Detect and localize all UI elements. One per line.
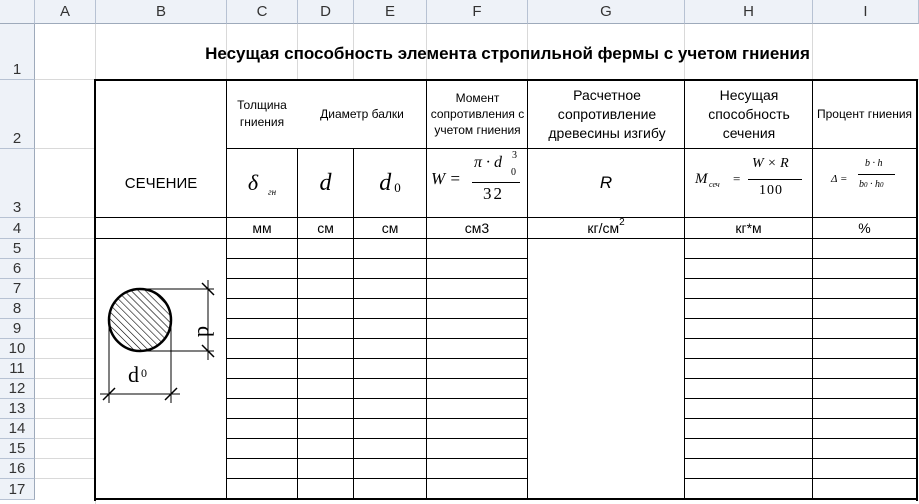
table-line [684,378,917,379]
gridline [35,238,95,239]
row-header-9[interactable]: 9 [0,319,35,339]
table-line [226,278,527,279]
formula-bearing-capacity: M сеч = W × R 100 [685,149,812,217]
select-all-corner[interactable] [0,0,35,24]
table-line [684,478,917,479]
column-header-e[interactable]: E [354,0,427,24]
fraction-line [858,174,895,175]
row-header-6[interactable]: 6 [0,259,35,279]
table-line [226,338,527,339]
row-header-11[interactable]: 11 [0,359,35,379]
table-line [527,80,528,500]
row-header-8[interactable]: 8 [0,299,35,319]
gridline [35,378,95,379]
table-line [226,258,527,259]
column-header-h[interactable]: H [685,0,813,24]
gridline [35,358,95,359]
table-line [226,438,527,439]
formula-moment: W = π · d 3 0 32 [427,149,527,217]
unit-percent: % [858,220,871,236]
gridline [35,258,95,259]
row-header-17[interactable]: 17 [0,479,35,500]
table-line [226,478,527,479]
column-header-d[interactable]: D [298,0,354,24]
table-line [684,278,917,279]
label-d: d [193,326,218,337]
table-line [226,458,527,459]
gridline [35,478,95,479]
page-title: Несущая способность элемента стропильной фермы с учетом гниения [205,44,810,63]
label-d0: d [128,362,139,387]
gridline [35,278,95,279]
table-line [684,338,917,339]
gridline [35,398,95,399]
gridline [35,458,95,459]
table-line [226,298,527,299]
column-header-f[interactable]: F [427,0,528,24]
table-line [426,80,427,500]
symbol-r: R [599,173,613,192]
gridline [35,148,95,149]
header-beam-diameter: Диаметр балки [320,106,404,121]
row-header-16[interactable]: 16 [0,459,35,479]
section-drawing [96,270,226,410]
column-header-c[interactable]: C [227,0,298,24]
unit-d: см [317,220,334,236]
table-line [684,318,917,319]
row-header-10[interactable]: 10 [0,339,35,359]
column-header-b[interactable]: B [96,0,227,24]
formula-rot-percent: Δ = b · h b0 · h0 [813,149,916,217]
row-header-7[interactable]: 7 [0,279,35,299]
fraction-line [472,182,520,183]
table-line [684,298,917,299]
row-header-2[interactable]: 2 [0,80,35,149]
header-rot-thickness: Толщина гниения [237,98,287,129]
gridline [35,418,95,419]
header-rot-percent: Процент гниения [816,106,913,121]
table-line [95,238,917,239]
log-section-circle [109,289,171,351]
unit-resistance: кг/см 2 [587,216,625,236]
table-line [226,358,527,359]
row-header-13[interactable]: 13 [0,399,35,419]
column-header-a[interactable]: A [35,0,96,24]
table-line [684,258,917,259]
gridline [35,438,95,439]
table-border-bottom [94,498,918,500]
unit-d0: см [381,220,399,236]
unit-moment: см3 [464,220,490,236]
row-header-3[interactable]: 3 [0,149,35,218]
table-line [684,358,917,359]
table-line [684,418,917,419]
table-line [226,418,527,419]
row-header-4[interactable]: 4 [0,218,35,239]
gridline [35,298,95,299]
gridline [35,338,95,339]
gridline [35,217,95,218]
column-header-g[interactable]: G [528,0,685,24]
row-header-15[interactable]: 15 [0,439,35,459]
table-line [226,378,527,379]
symbol-d: d [319,169,332,196]
row-header-12[interactable]: 12 [0,379,35,399]
table-line [684,80,685,500]
table-line [226,318,527,319]
fraction-line [748,179,802,180]
table-line [684,438,917,439]
gridline [35,318,95,319]
row-header-1[interactable]: 1 [0,24,35,80]
row-header-5[interactable]: 5 [0,239,35,259]
symbol-d0: d 0 [379,169,401,196]
header-bearing-capacity: Несущая способность сечения [708,86,790,141]
label-d0-subscript: 0 [141,366,147,380]
header-design-resistance: Расчетное сопротивление древесины изгибу [548,86,666,141]
unit-thickness: мм [252,220,272,236]
row-header-14[interactable]: 14 [0,419,35,439]
table-line [684,398,917,399]
unit-capacity: кг*м [735,220,762,236]
section-label: СЕЧЕНИЕ [124,174,198,192]
table-line [684,458,917,459]
table-line [226,398,527,399]
header-moment: Момент сопротивления с учетом гниения [430,91,525,137]
column-header-i[interactable]: I [813,0,919,24]
symbol-delta: δ гн [247,170,277,197]
